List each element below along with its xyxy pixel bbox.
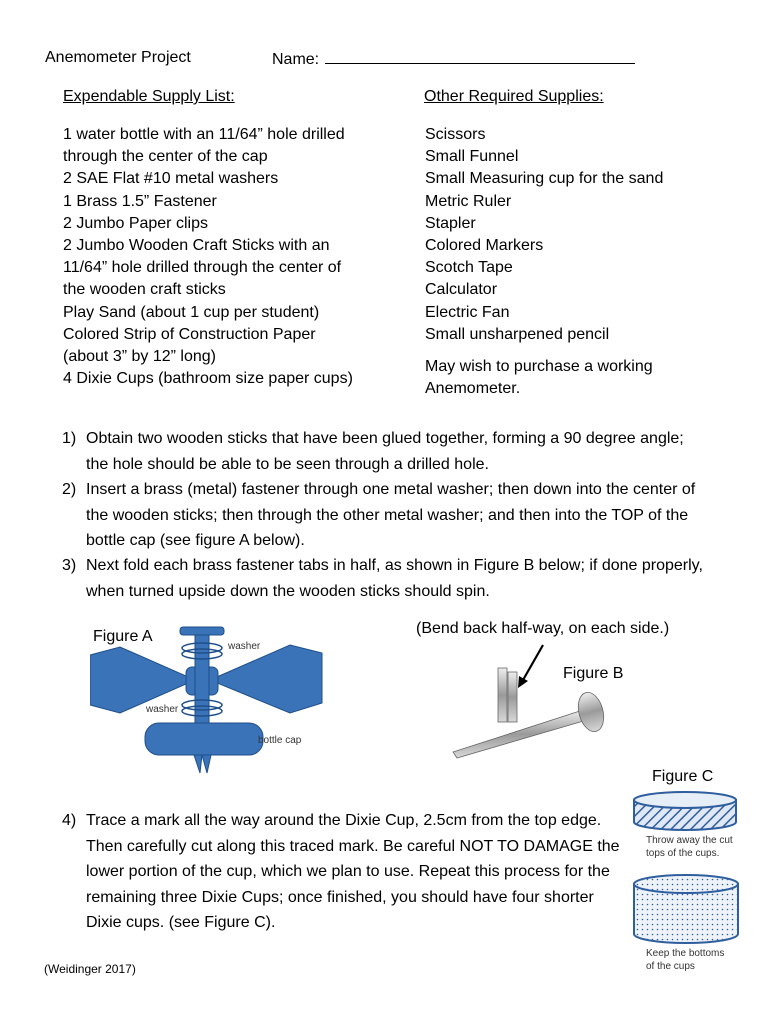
- step-line: Then carefully cut along this traced mark. Be careful NOT TO DAMAGE the: [86, 837, 620, 855]
- step-line: Trace a mark all the way around the Dixie Cup, 2.5cm from the top edge.: [86, 812, 602, 829]
- list-item: 1 Brass 1.5” Fastener: [63, 192, 217, 210]
- figure-b-diagram: [448, 640, 628, 765]
- list-item: Electric Fan: [425, 303, 510, 321]
- expendable-heading: Expendable Supply List:: [63, 88, 235, 105]
- bent-tab: [508, 672, 517, 722]
- figure-a-diagram: [90, 625, 340, 785]
- step-line: lower portion of the cup, which we plan to use. Repeat this process for the: [86, 863, 610, 880]
- list-item: Colored Strip of Construction Paper: [63, 325, 316, 343]
- step-line: remaining three Dixie Cups; once finished, you should have four shorter: [86, 888, 594, 906]
- fastener-head: [180, 627, 224, 635]
- washer-bottom-label: washer: [146, 704, 179, 715]
- list-item: 2 SAE Flat #10 metal washers: [63, 170, 279, 188]
- figure-b-caption: (Bend back half-way, on each side.): [416, 620, 670, 637]
- step-line: the hole should be able to be seen through a drilled hole.: [86, 455, 489, 473]
- bent-tab: [498, 668, 507, 722]
- figure-c-cut-top: [630, 790, 740, 835]
- cut-top-rim: [634, 792, 736, 808]
- list-item: through the center of the cap: [63, 148, 268, 166]
- step-number: 4): [62, 812, 77, 829]
- step-line: the wooden sticks; then through the other metal washer; and then into the TOP of the: [86, 506, 689, 524]
- other-supplies-heading: Other Required Supplies:: [424, 88, 604, 105]
- bottle-cap-label: bottle cap: [258, 735, 302, 746]
- list-item: Stapler: [425, 214, 476, 232]
- cup-bottom-rim: [634, 875, 738, 893]
- figure-c-title: Figure C: [652, 768, 714, 785]
- bottle-cap: [145, 723, 263, 755]
- list-item: Metric Ruler: [425, 192, 512, 210]
- list-item: 11/64” hole drilled through the center of: [63, 259, 342, 277]
- list-item: (about 3” by 12” long): [63, 348, 216, 366]
- list-item: 1 water bottle with an 11/64” hole drilled: [63, 126, 345, 143]
- figure-c-cup-bottom: [630, 872, 742, 947]
- list-item: Scotch Tape: [425, 259, 513, 277]
- figure-b-title: Figure B: [563, 665, 624, 682]
- list-item: 2 Jumbo Paper clips: [63, 214, 208, 232]
- list-item: 2 Jumbo Wooden Craft Sticks with an: [63, 237, 330, 255]
- step-line: bottle cap (see figure A below).: [86, 532, 305, 549]
- list-item: Small unsharpened pencil: [425, 325, 610, 343]
- washer-top-label: washer: [228, 641, 261, 652]
- step-line: when turned upside down the wooden sticks should spin.: [86, 582, 490, 600]
- wooden-stick-right: [210, 645, 322, 713]
- step-number: 3): [62, 557, 77, 574]
- list-item: Colored Markers: [425, 237, 544, 255]
- pointer-arrow: [523, 645, 543, 680]
- step-number: 2): [62, 481, 77, 498]
- expendable-list: [63, 124, 353, 390]
- fastener-tip: [194, 755, 202, 773]
- fastener-tip: [202, 755, 211, 773]
- figure-a-title: Figure A: [93, 628, 153, 645]
- other-supplies-list: [425, 124, 663, 346]
- step-line: Next fold each brass fastener tabs in half, as shown in Figure B below; if done properly,: [86, 557, 703, 574]
- list-item: Play Sand (about 1 cup per student): [63, 303, 320, 321]
- keep-note-1: Keep the bottoms: [646, 948, 725, 959]
- name-field[interactable]: [272, 49, 635, 69]
- list-item: Scissors: [425, 126, 486, 143]
- keep-note-2: of the cups: [646, 961, 695, 972]
- fastener-head: [574, 690, 608, 735]
- list-item: 4 Dixie Cups (bathroom size paper cups): [63, 370, 353, 388]
- name-blank-line[interactable]: [325, 49, 635, 64]
- step-line: Dixie cups. (see Figure C).: [86, 914, 276, 931]
- note-line-2: Anemometer.: [425, 380, 521, 397]
- step-number: 1): [62, 430, 77, 447]
- wooden-stick-left: [90, 647, 195, 713]
- throw-away-note-2: tops of the cups.: [646, 848, 720, 859]
- name-label: Name:: [272, 51, 320, 68]
- list-item: Small Funnel: [425, 148, 519, 166]
- note-line-1: May wish to purchase a working: [425, 358, 653, 375]
- step-line: Insert a brass (metal) fastener through one metal washer; then down into the center of: [86, 481, 696, 498]
- list-item: Calculator: [425, 281, 498, 299]
- throw-away-note-1: Throw away the cut: [646, 835, 733, 846]
- list-item: Small Measuring cup for the sand: [425, 170, 664, 188]
- step-line: Obtain two wooden sticks that have been glued together, forming a 90 degree angle;: [86, 430, 684, 447]
- citation: (Weidinger 2017): [44, 962, 136, 976]
- fastener-shaft: [453, 710, 587, 758]
- project-title: Anemometer Project: [45, 49, 191, 66]
- list-item: the wooden craft sticks: [63, 281, 226, 299]
